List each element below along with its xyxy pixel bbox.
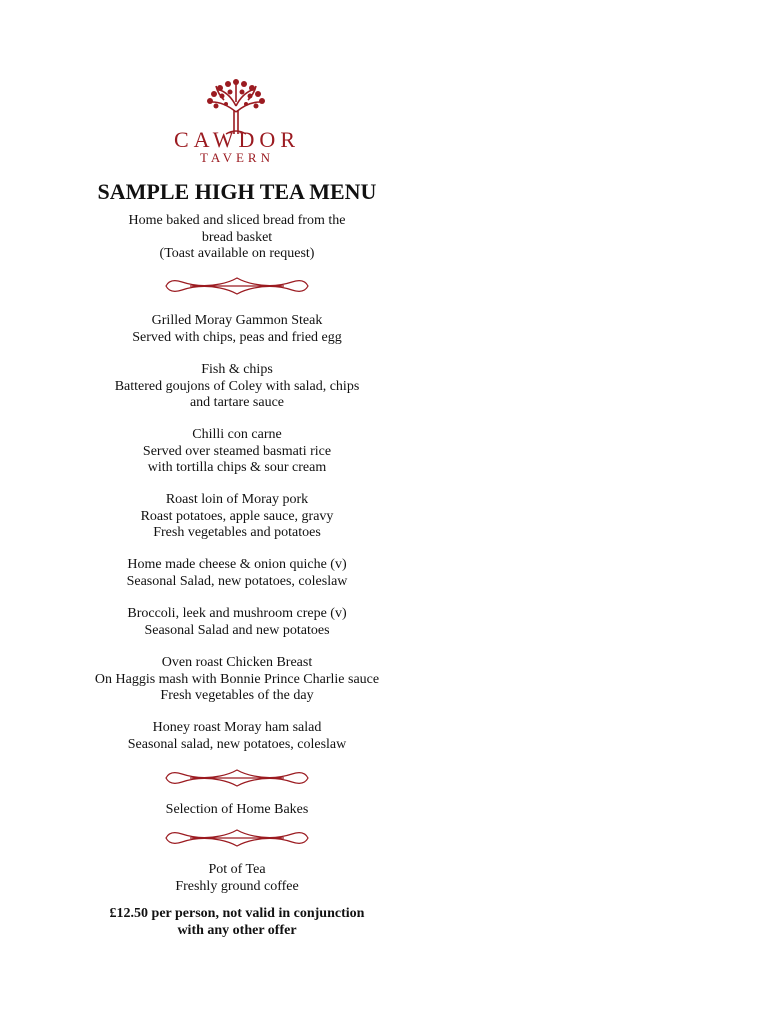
menu-item: Honey roast Moray ham salad Seasonal salad, new potatoes, coleslaw xyxy=(127,720,347,752)
menu-item: Home made cheese & onion quiche (v) Seasonal Salad, new potatoes, coleslaw xyxy=(126,557,348,589)
page-title: SAMPLE HIGH TEA MENU xyxy=(97,179,377,204)
bakes-text: Selection of Home Bakes xyxy=(165,802,309,817)
drinks-text: Pot of Tea Freshly ground coffee xyxy=(175,862,299,894)
brand-subtitle: TAVERN xyxy=(199,150,274,165)
brand-name: CAWDOR xyxy=(173,127,300,152)
price-text: £12.50 per person, not valid in conjunction with any other offer xyxy=(109,906,365,938)
flourish-divider xyxy=(160,828,314,848)
menu-item: Fish & chips Battered goujons of Coley with salad, chips and tartare sauce xyxy=(114,362,360,410)
flourish-divider xyxy=(160,768,314,788)
menu-item: Chilli con carne Served over steamed basmati rice with tortilla chips & sour cream xyxy=(142,427,332,475)
menu-item: Grilled Moray Gammon Steak Served with chips, peas and fried egg xyxy=(132,313,342,345)
menu-item: Oven roast Chicken Breast On Haggis mash with Bonnie Prince Charlie sauce Fresh vegetables of the day xyxy=(94,655,380,703)
intro-text: Home baked and sliced bread from the bread basket (Toast available on request) xyxy=(128,213,346,261)
flourish-divider xyxy=(160,276,314,296)
menu-item: Roast loin of Moray pork Roast potatoes, apple sauce, gravy Fresh vegetables and potatoes xyxy=(140,492,334,540)
menu-item: Broccoli, leek and mushroom crepe (v) Seasonal Salad and new potatoes xyxy=(127,606,347,638)
